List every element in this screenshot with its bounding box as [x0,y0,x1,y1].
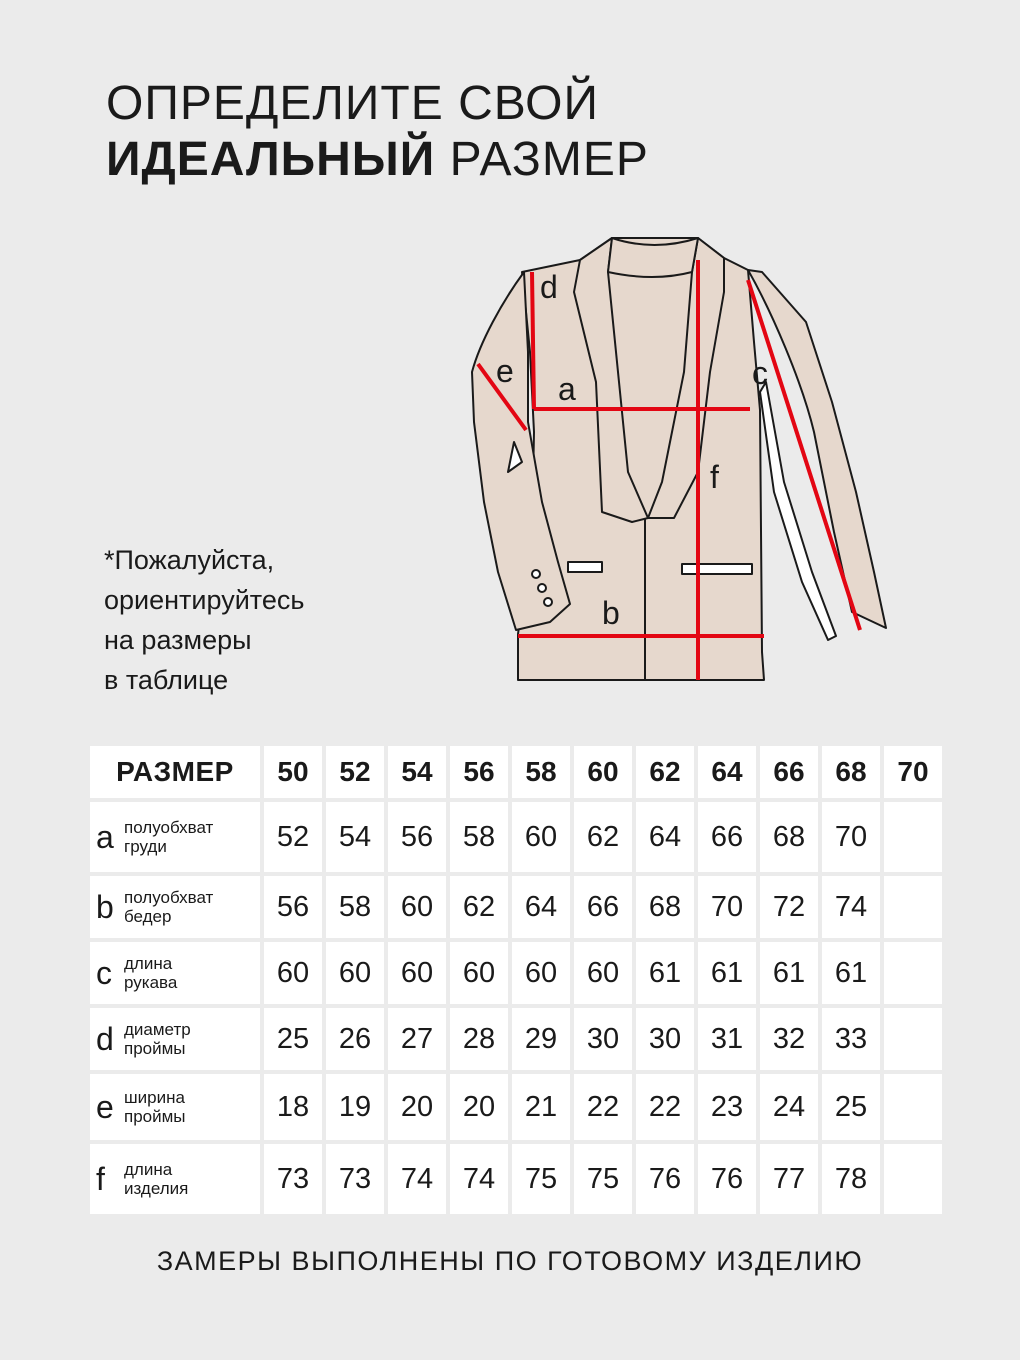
table-cell: 27 [388,1008,446,1070]
size-header-cell: 62 [636,746,694,798]
table-cell: 61 [822,942,880,1004]
table-cell: 60 [512,802,570,872]
label-b: b [602,595,620,631]
table-cell [884,1008,942,1070]
row-desc [124,818,213,856]
table-row [90,876,942,938]
row-desc-line-1: полуобхват [124,888,214,907]
table-cell: 66 [698,802,756,872]
row-desc-line-1: ширина [124,1088,185,1107]
title-line-1: ОПРЕДЕЛИТЕ СВОЙ [106,77,599,130]
table-row [90,1008,942,1070]
table-cell: 21 [512,1074,570,1140]
table-cell: 60 [264,942,322,1004]
table-cell: 64 [512,876,570,938]
row-letter: b [96,888,114,925]
label-a: a [558,371,576,407]
jacket-diagram [462,232,902,692]
table-cell: 30 [574,1008,632,1070]
note-line-3: на размеры [104,625,252,655]
table-cell [884,802,942,872]
note-line-4: в таблице [104,665,229,695]
table-cell: 64 [636,802,694,872]
table-cell: 22 [636,1074,694,1140]
table-row [90,802,942,872]
row-letter: e [96,1088,114,1125]
table-cell: 61 [636,942,694,1004]
table-cell: 75 [512,1144,570,1214]
table-cell: 56 [388,802,446,872]
label-f: f [710,459,719,495]
table-cell: 23 [698,1074,756,1140]
table-cell: 73 [326,1144,384,1214]
table-cell [884,1144,942,1214]
table-cell: 20 [388,1074,446,1140]
table-cell: 78 [822,1144,880,1214]
table-cell: 60 [388,942,446,1004]
table-cell: 54 [326,802,384,872]
table-cell: 52 [264,802,322,872]
table-cell: 28 [450,1008,508,1070]
table-cell: 19 [326,1074,384,1140]
table-cell: 75 [574,1144,632,1214]
table-cell: 62 [450,876,508,938]
table-cell: 61 [760,942,818,1004]
table-row [90,1144,942,1214]
size-header-cell: 54 [388,746,446,798]
size-header-cell: 50 [264,746,322,798]
row-letter: a [96,818,114,855]
size-header-cell: 60 [574,746,632,798]
table-cell: 56 [264,876,322,938]
row-desc [124,888,213,926]
table-row [90,1074,942,1140]
table-cell [884,1074,942,1140]
size-header-cell: 52 [326,746,384,798]
row-label-content [96,954,260,992]
table-cell: 31 [698,1008,756,1070]
table-cell: 60 [388,876,446,938]
row-label-content [96,818,260,856]
row-desc-line-2: груди [124,837,167,856]
table-cell: 26 [326,1008,384,1070]
table-cell: 74 [388,1144,446,1214]
row-label-content [96,1160,260,1198]
table-cell: 60 [326,942,384,1004]
size-header-cell: 66 [760,746,818,798]
table-cell: 24 [760,1074,818,1140]
size-header-cell: 56 [450,746,508,798]
table-cell: 32 [760,1008,818,1070]
row-desc [124,1020,191,1058]
table-cell: 29 [512,1008,570,1070]
footer-note: ЗАМЕРЫ ВЫПОЛНЕНЫ ПО ГОТОВОМУ ИЗДЕЛИЮ [156,1246,864,1276]
row-letter: c [96,954,112,991]
row-desc-line-2: изделия [124,1179,189,1198]
size-note [104,540,404,700]
table-cell: 25 [264,1008,322,1070]
row-desc-line-2: бедер [124,907,172,926]
row-desc [124,954,177,992]
label-c: c [752,355,768,391]
table-cell: 68 [636,876,694,938]
table-cell: 68 [760,802,818,872]
row-desc-line-1: длина [124,954,173,973]
table-cell: 33 [822,1008,880,1070]
table-cell: 30 [636,1008,694,1070]
table-cell: 18 [264,1074,322,1140]
row-label-content [96,888,260,926]
size-header-cell: 58 [512,746,570,798]
row-label [90,942,260,1004]
table-cell: 22 [574,1074,632,1140]
row-label [90,876,260,938]
table-cell: 70 [698,876,756,938]
table-cell: 62 [574,802,632,872]
row-desc [124,1088,186,1126]
table-cell: 61 [698,942,756,1004]
size-header-label: РАЗМЕР [90,746,260,798]
row-desc-line-1: диаметр [124,1020,191,1039]
table-cell: 60 [512,942,570,1004]
table-cell [884,942,942,1004]
row-desc-line-2: проймы [124,1107,186,1126]
table-cell: 72 [760,876,818,938]
row-label-content [96,1088,260,1126]
table-cell: 58 [326,876,384,938]
row-label [90,1144,260,1214]
label-d: d [540,269,558,305]
row-label [90,802,260,872]
row-label [90,1008,260,1070]
row-desc-line-1: полуобхват [124,818,214,837]
table-row [90,942,942,1004]
label-e: e [496,353,514,389]
table-cell: 58 [450,802,508,872]
title-line-2 [106,132,649,188]
row-desc-line-2: рукава [124,973,178,992]
table-cell: 25 [822,1074,880,1140]
row-letter: d [96,1020,114,1057]
table-cell: 76 [698,1144,756,1214]
row-desc-line-1: длина [124,1160,173,1179]
table-cell: 76 [636,1144,694,1214]
row-desc-line-2: проймы [124,1039,186,1058]
row-label [90,1074,260,1140]
measure-d-line [532,272,534,409]
size-table [86,742,946,1218]
table-cell: 74 [450,1144,508,1214]
note-line-1: *Пожалуйста, [104,545,275,575]
row-label-content [96,1020,260,1058]
table-cell: 20 [450,1074,508,1140]
title-rest-word: РАЗМЕР [449,133,649,186]
size-table-header-row [90,746,942,798]
table-cell: 73 [264,1144,322,1214]
table-cell: 74 [822,876,880,938]
title-bold-word: ИДЕАЛЬНЫЙ [106,133,436,186]
table-cell: 77 [760,1144,818,1214]
table-cell: 60 [450,942,508,1004]
page-title [106,76,649,188]
size-header-cell: 68 [822,746,880,798]
row-desc [124,1160,188,1198]
table-cell: 66 [574,876,632,938]
size-header-cell: 70 [884,746,942,798]
note-line-2: ориентируйтесь [104,585,305,615]
table-cell: 60 [574,942,632,1004]
size-header-cell: 64 [698,746,756,798]
table-cell: 70 [822,802,880,872]
row-letter: f [96,1160,105,1197]
table-cell [884,876,942,938]
